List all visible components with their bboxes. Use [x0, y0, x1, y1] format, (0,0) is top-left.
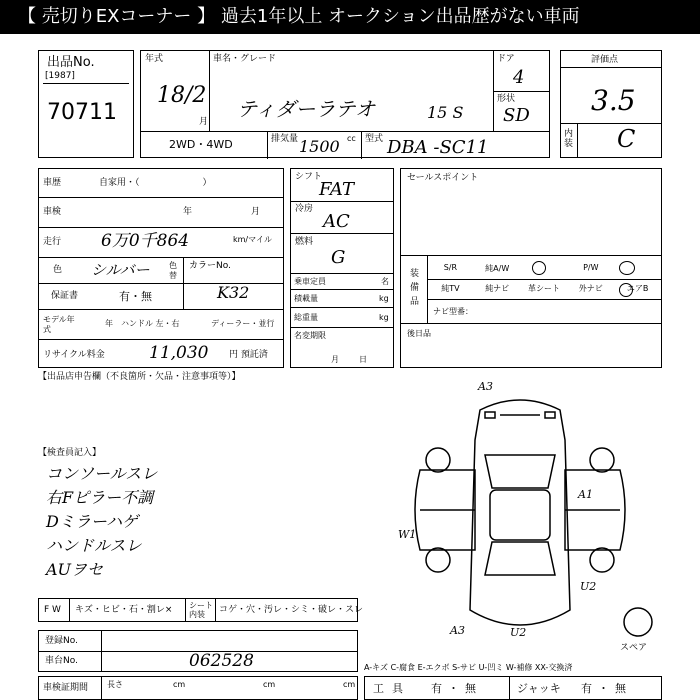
- exhibitor-notes: [38, 370, 284, 450]
- equip-circle-mark: [619, 261, 635, 275]
- interior-value: C: [617, 125, 636, 153]
- banner: [0, 0, 700, 34]
- score-box: [560, 50, 662, 158]
- inspect-label: 車検: [43, 207, 62, 217]
- car-diagram: [390, 380, 680, 660]
- name-label: 車名・グレード: [213, 54, 277, 64]
- model-value: DBA -SC11: [387, 137, 489, 158]
- dealer-label: ディーラー・並行: [211, 319, 275, 328]
- shape-label: 形状: [497, 94, 516, 104]
- ac-value: AC: [323, 211, 350, 232]
- equip-label: 装備品: [410, 269, 420, 307]
- banner-text: 【 売切りEXコーナー 】 過去1年以上 オークション出品歴がない車両: [18, 6, 580, 27]
- grade: 15 S: [427, 103, 464, 122]
- load-label: 積載量: [294, 294, 318, 303]
- cert-unit: cm: [173, 680, 186, 689]
- lot-label: 出品No.: [47, 55, 95, 70]
- ac-label: 冷房: [295, 204, 314, 214]
- cert-unit: cm: [343, 680, 356, 689]
- history-label: 車歴: [43, 178, 62, 188]
- fuel-value: G: [331, 247, 346, 268]
- cert-label: 車検証期間: [43, 683, 89, 693]
- note-line: ハンドルスレ: [46, 536, 142, 555]
- damage-mark: U2: [580, 580, 597, 593]
- change-unit: 月日: [331, 355, 387, 364]
- jack-value: 有・無: [581, 682, 632, 695]
- condition-box: [38, 598, 364, 622]
- equip-circle-mark: [619, 283, 633, 297]
- tools-label: 工具: [373, 682, 411, 695]
- handle-label: ハンドル 左・右: [121, 319, 180, 328]
- change-label: 名変期限: [294, 331, 326, 340]
- equip-item: 革シート: [527, 284, 560, 293]
- damage-mark: U2: [510, 626, 527, 639]
- score-label: 評価点: [591, 55, 619, 65]
- equip-item: P/W: [583, 263, 599, 272]
- lot-box: [38, 50, 134, 158]
- spare-label: スペア: [620, 643, 648, 653]
- shift-value: FAT: [319, 179, 354, 200]
- equip-item: S/R: [443, 263, 458, 272]
- equip-item: 純TV: [441, 284, 460, 293]
- chassis-value: 062528: [189, 651, 254, 671]
- equip-item: 純ナビ: [485, 284, 510, 293]
- damage-mark: A1: [578, 488, 593, 501]
- fw-text: キズ・ヒビ・石・割レ×: [75, 605, 173, 615]
- damage-legend: A-キズ C-腐食 E-エクボ S-サビ U-凹ミ W-補修 XX-交換済: [364, 663, 573, 672]
- disp-value: 1500: [299, 137, 340, 156]
- cert-len-label: 長さ: [107, 680, 123, 689]
- top-info-box: [140, 50, 550, 158]
- chassis-label: 車台No.: [45, 656, 78, 666]
- certificate-box: [38, 676, 358, 700]
- damage-mark: W1: [398, 528, 417, 541]
- mileage-unit: km/マイル: [233, 235, 272, 244]
- inspector-notes: [38, 446, 358, 596]
- seat-text: コゲ・穴・汚レ・シミ・破レ・スレ: [219, 605, 364, 615]
- note-line: Dミラーハゲ: [46, 512, 139, 531]
- damage-mark: A3: [450, 624, 465, 637]
- recycle-label: リサイクル料金: [43, 350, 105, 360]
- jack-label: ジャッキ: [517, 682, 561, 695]
- door-value: 4: [513, 67, 525, 88]
- equip-circle-mark: [532, 261, 546, 275]
- left-info-box: [38, 168, 284, 368]
- colorno-value: K32: [217, 283, 250, 302]
- mileage-label: 走行: [43, 237, 62, 247]
- fw-label: F W: [44, 605, 61, 615]
- warranty-label: 保証書: [51, 291, 79, 301]
- car-name: ティダーラテオ: [237, 97, 375, 121]
- recycle-value: 11,030: [149, 343, 209, 363]
- score-value: 3.5: [591, 84, 636, 117]
- disp-unit: cc: [347, 134, 356, 143]
- interior-label: 内装: [564, 129, 574, 149]
- capacity-unit: 名: [381, 277, 389, 286]
- weight-unit: kg: [379, 313, 389, 322]
- modelyr-label: モデル年式: [43, 315, 75, 334]
- year-label: 年式: [145, 54, 164, 64]
- drive-label: 2WD・4WD: [169, 138, 233, 151]
- recycle-unit: 円 預託済: [229, 350, 268, 360]
- shift-label: シフト: [295, 172, 323, 182]
- registration-box: [38, 630, 358, 672]
- equip-item: 純A/W: [485, 264, 510, 273]
- note-line: 右Fピラー不調: [46, 488, 154, 507]
- lot-sub: [1987]: [45, 71, 75, 81]
- color-swap: 色替: [169, 261, 177, 280]
- tools-value: 有・無: [431, 682, 482, 695]
- load-unit: kg: [379, 294, 389, 303]
- inspect-year: 年: [183, 207, 193, 217]
- color-value: シルバー: [91, 261, 150, 279]
- history-text: 自家用・（ ）: [99, 178, 212, 188]
- color-label: 色: [53, 265, 63, 275]
- mid-info-box: [290, 168, 394, 368]
- tools-box: [364, 676, 662, 700]
- note-line: AUヲセ: [46, 560, 104, 579]
- fuel-label: 燃料: [295, 237, 314, 247]
- inspector-header: 【検査員記入】: [38, 448, 102, 458]
- lot-number: 70711: [47, 100, 117, 125]
- sales-label: セールスポイント: [407, 173, 479, 183]
- reg-label: 登録No.: [45, 636, 78, 646]
- spare-wheel-icon: [624, 608, 652, 636]
- equip-item: エアB: [626, 284, 649, 293]
- modelyr-year: 年: [105, 319, 113, 328]
- note-line: コンソールスレ: [46, 464, 158, 483]
- later-label: 後日品: [407, 329, 431, 338]
- shape-value: SD: [503, 105, 530, 126]
- seat-label: シート内装: [189, 601, 213, 619]
- warranty-value: 有・無: [119, 290, 152, 303]
- mileage-value: 6万0千864: [101, 231, 190, 251]
- disp-label: 排気量: [271, 134, 299, 144]
- year-unit: 月: [199, 117, 209, 127]
- weight-label: 総重量: [294, 313, 318, 322]
- colorno-label: カラーNo.: [189, 261, 231, 271]
- damage-mark: A3: [478, 380, 493, 393]
- door-label: ドア: [497, 54, 515, 64]
- nav-label: ナビ型番：: [433, 307, 473, 316]
- capacity-label: 乗車定員: [294, 277, 326, 286]
- equip-item: 外ナビ: [578, 284, 603, 293]
- model-label: 型式: [365, 134, 384, 144]
- cert-unit: cm: [263, 680, 276, 689]
- exhibitor-header: 【出品店申告欄（不良箇所・欠品・注意事項等）】: [38, 372, 241, 382]
- inspect-month: 月: [251, 207, 261, 217]
- year-value: 18/2: [157, 83, 207, 108]
